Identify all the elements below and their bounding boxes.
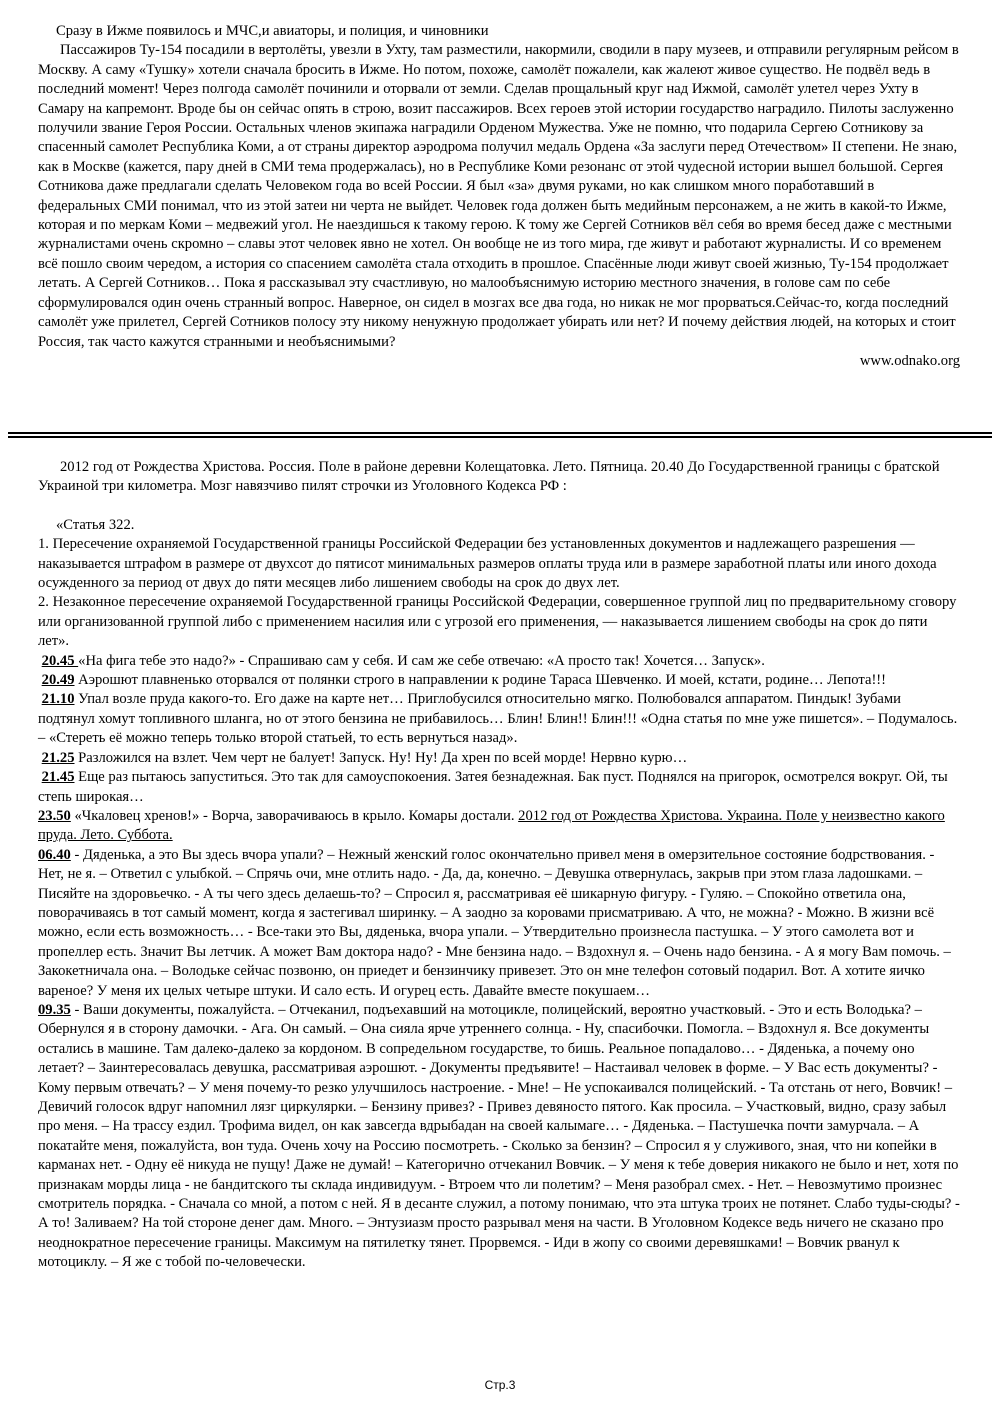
log-text: - Дяденька, а это Вы здесь вчора упали? – Нежный женский голос окончательно привел меня в омерзительное состояние бодрствования. - Нет, не я. – Ответил с улыбкой. – Спрячь очи, мне отлить надо. - Да, да, конечно. – Девушка отвернулась, закрыв при этом глаза ладошками. – Писяйте на здоровьечко. - А ты чего здесь делаешь-то? – Спросил я, рассматривая её шикарную фигуру. - Гуляю. – Спокойно ответила она, поворачиваясь в тот самый момент, когда я застегивал ширинку. – А заодно за коровами присматриваю. А что, не можна? - Можно. В жизни всё можно, если есть возможность… - Все-таки это Вы, дяденька, вчора упали. – Утвердительно произнесла пастушка. – У этого самолета вот и пропеллер есть. Значит Вы летчик. А может Вам доктора надо? - Мне бензина надо. – Вздохнул я. – Очень надо бензина. - А я могу Вам помочь. – Закокетничала она. – Володьке сейчас позвоню, он приедет и бензинчику привезет. Это он мне телефон сотовый подарил. Вот. А хотите яичко вареное? У меня их целых четыре штуки. И сало есть. И огурец есть. Давайте вместе покушаем… xyxy=(38,846,951,999)
log-time: 09.35 xyxy=(38,1001,71,1018)
log-entry xyxy=(38,690,960,748)
log-entry xyxy=(38,749,960,768)
log-text: Разложился на взлет. Чем черт не балует! Запуск. Ну! Ну! Да хрен по всей морде! Нервно курю… xyxy=(74,749,688,766)
log-entry xyxy=(38,671,960,690)
log-time: 23.50 xyxy=(38,807,71,824)
intro-paragraph: 2012 год от Рождества Христова. Россия. Поле в районе деревни Колещатовка. Лето. Пятница. 20.40 До Государственной границы с братской Украиной три километра. Мозг навязчиво пилят строчки из Уголовного Кодекса РФ : xyxy=(38,459,940,495)
section-heading: Сразу в Ижме появилось и МЧС,и авиаторы, и полиция, и чиновники xyxy=(56,23,489,39)
log-entry xyxy=(38,652,960,671)
log-text: Еще раз пытаюсь запуститься. Это так для самоуспокоения. Затея безнадежная. Бак пуст. Поднялся на пригорок, осмотрелся вокруг. Ой, ты степь широкая… xyxy=(38,769,948,805)
source-link[interactable]: www.odnako.org xyxy=(859,352,960,369)
article-clause-1: 1. Пересечение охраняемой Государственной границы Российской Федерации без установленных документов и надлежащего разрешения — наказывается штрафом в размере от двухсот до пятисот минимальных размеров оплаты труда или в размере заработной платы или иного дохода осужденного за период от двух до пяти месяцев либо лишением свободы на срок до двух лет. xyxy=(38,536,937,592)
article-heading: «Статья 322. xyxy=(56,516,135,533)
log-time: 06.40 xyxy=(38,846,71,863)
story-section xyxy=(38,458,960,1273)
article-clause-2: 2. Незаконное пересечение охраняемой Государственной границы Российской Федерации, совершенное группой лиц по предварительному сговору или организованной группой либо с применением насилия или с угрозой его применения, — наказывается лишением свободы на срок до пяти лет». xyxy=(38,594,957,650)
page-number: Стр.3 xyxy=(484,1378,516,1392)
log-time: 20.45 xyxy=(41,652,79,669)
log-text: «Чкаловец хренов!» - Ворча, заворачиваюсь в крыло. Комары достали. xyxy=(70,807,519,824)
log-entry xyxy=(38,807,960,846)
log-time: 20.49 xyxy=(41,672,75,689)
previous-article-tail xyxy=(38,22,960,371)
log-entry xyxy=(38,846,960,1001)
log-time: 21.25 xyxy=(41,749,75,766)
double-rule-divider xyxy=(8,432,992,438)
log-entry xyxy=(38,768,960,807)
log-entry xyxy=(38,1001,960,1273)
log-text: Аэрошют плавненько оторвался от полянки строго в направлении к родине Тараса Шевченко. И моей, кстати, родине… Лепота!!! xyxy=(74,672,887,689)
log-time: 21.10 xyxy=(41,691,75,708)
log-text: «На фига тебе это надо?» - Спрашиваю сам у себя. И сам же себе отвечаю: «А просто так! Хочется… Запуск». xyxy=(78,652,765,669)
scene-heading: 2012 год от Рождества Христова. Украина. Поле у неизвестно какого пруда. Лето. Суббота. xyxy=(38,807,945,844)
log-text: Упал возле пруда какого-то. Его даже на карте нет… Приглобусился относительно мягко. Полюбовался аппаратом. Пиндык! Зубами подтянул хомут топливного шланга, но от этого бензина не прибавилось… Блин! Блин!! Блин!!! «Одна статья по мне уже пишется». – Подумалось. – «Стереть её можно теперь только второй статьей, то есть вернуться назад». xyxy=(38,691,958,747)
log-time: 21.45 xyxy=(41,769,75,786)
article-paragraph: Пассажиров Ту-154 посадили в вертолёты, увезли в Ухту, там разместили, накормили, сводили в пару музеев, и отправили регулярным рейсом в Москву. А саму «Тушку» хотели сначала бросить в Ижме. Но потом, похоже, самолёт пожалели, как жалеют живое существо. Не подвёл ведь в последний момент! Через полгода самолёт починили и оторвали от земли. Сделав прощальный круг над Ижмой, самолёт улетел через Ухту в Самару на капремонт. Вроде бы он сейчас опять в строю, возит пассажиров. Всех героев этой истории государство наградило. Пилоты заслуженно получили звание Героя России. Остальных членов экипажа наградили Орденом Мужества. Уже не помню, что подарила Сергею Сотникову за спасенный самолет Республика Коми, а от страны директор аэродрома получил медаль Ордена «За заслуги перед Отечеством» II степени. Не знаю, как в Москве (кажется, пару дней в СМИ тема продержалась), но в Республике Коми резонанс от этой чудесной истории вышел большой. Сергея Сотникова даже предлагали сделать Человеком года во всей России. Я был «за» двумя руками, но как слишком много поработавший в федеральных СМИ понимал, что из этой затеи ни черта не выйдет. Человек года должен быть медийным персонажем, а не жить в какой-то Ижме, которая и по меркам Коми – медвежий угол. Не наездишься к такому герою. К тому же Сергей Сотников вёл себя во время бесед даже с местными журналистами очень скромно – славы этот человек явно не хотел. Он вообще не из того мира, где живут и работают журналисты. И со временем всё пошло своим чередом, а история со спасением самолёта стала отходить в прошлое. Спасённые люди живут своей жизнью, Ту-154 продолжает летать. А Сергей Сотников… Пока я рассказывал эту счастливую, но малообъяснимую историю местного значения, в голове сам по себе сформулировался один очень странный вопрос. Наверное, он сидел в мозгах все два года, но никак не мог прорваться.Сейчас-то, когда последний самолёт уже прилетел, Сергей Сотников полосу эту никому ненужную продолжает убирать или нет? И почему действия людей, на которых и стоит Россия, так часто кажутся странными и необъяснимыми? xyxy=(38,42,959,350)
log-text: - Ваши документы, пожалуйста. – Отчеканил, подъехавший на мотоцикле, полицейский, вероятно участковый. - Это и есть Володька? – Обернулся я в сторону дамочки. - Ага. Он самый. – Она сияла ярче утреннего солнца. - Ну, спасибочки. Помогла. – Вздохнул я. Все документы остались в машине. Там далеко-далеко за кордоном. В сопредельном государстве, то бишь. Реальное попадалово… - Дяденька, а почему оно летает? – Заинтересовалась девушка, рассматривая аэрошют. - Документы предъявите! – Настаивал человек в форме. – У Вас есть документы? - Кому первым отвечать? – У меня почему-то резко улучшилось настроение. - Мне! – Не успокаивался полицейский. - Та отстань от него, Вовчик! – Девичий голосок вдруг напомнил лязг циркулярки. – Бензину привез? - Привез девяносто пятого. Как просила. – Участковый, видно, сразу забыл про меня. – На трассу ездил. Трофима видел, он как завсегда вдрыбадан на своей калымаге… - Дяденька. – Пастушечка почти замурчала. – А покатайте меня, пожалуйста, вон туда. Очень хочу на Россию посмотреть. - Сколько за бензин? – Спросил я у служивого, зная, что ни копейки в карманах нет. - Одну её никуда не пущу! Даже не думай! – Категорично отчеканил Вовчик. – У меня к тебе доверия никакого не было и нет, хотя по признакам морды лица - не бандитского ты склада индивидуум. - Втроем что ли полетим? – Меня разобрал смех. - Нет. – Невозмутимо произнес смотритель порядка. - Сначала со мной, а потом с ней. Я в десанте служил, а потому понимаю, что эта штука троих не потянет. Слабо туды-сюды? - А то! Заливаем? На той стороне денег дам. Много. – Энтузиазм просто разрывал меня на части. В Уголовном Кодексе ведь ничего не сказано про неоднократное пересечение границы. Максимум на пятилетку тянет. Прорвемся. - Иди в жопу со своими деревяшками! – Вовчик рванул к мотоциклу. – Я же с тобой по-человечески. xyxy=(38,1001,960,1271)
